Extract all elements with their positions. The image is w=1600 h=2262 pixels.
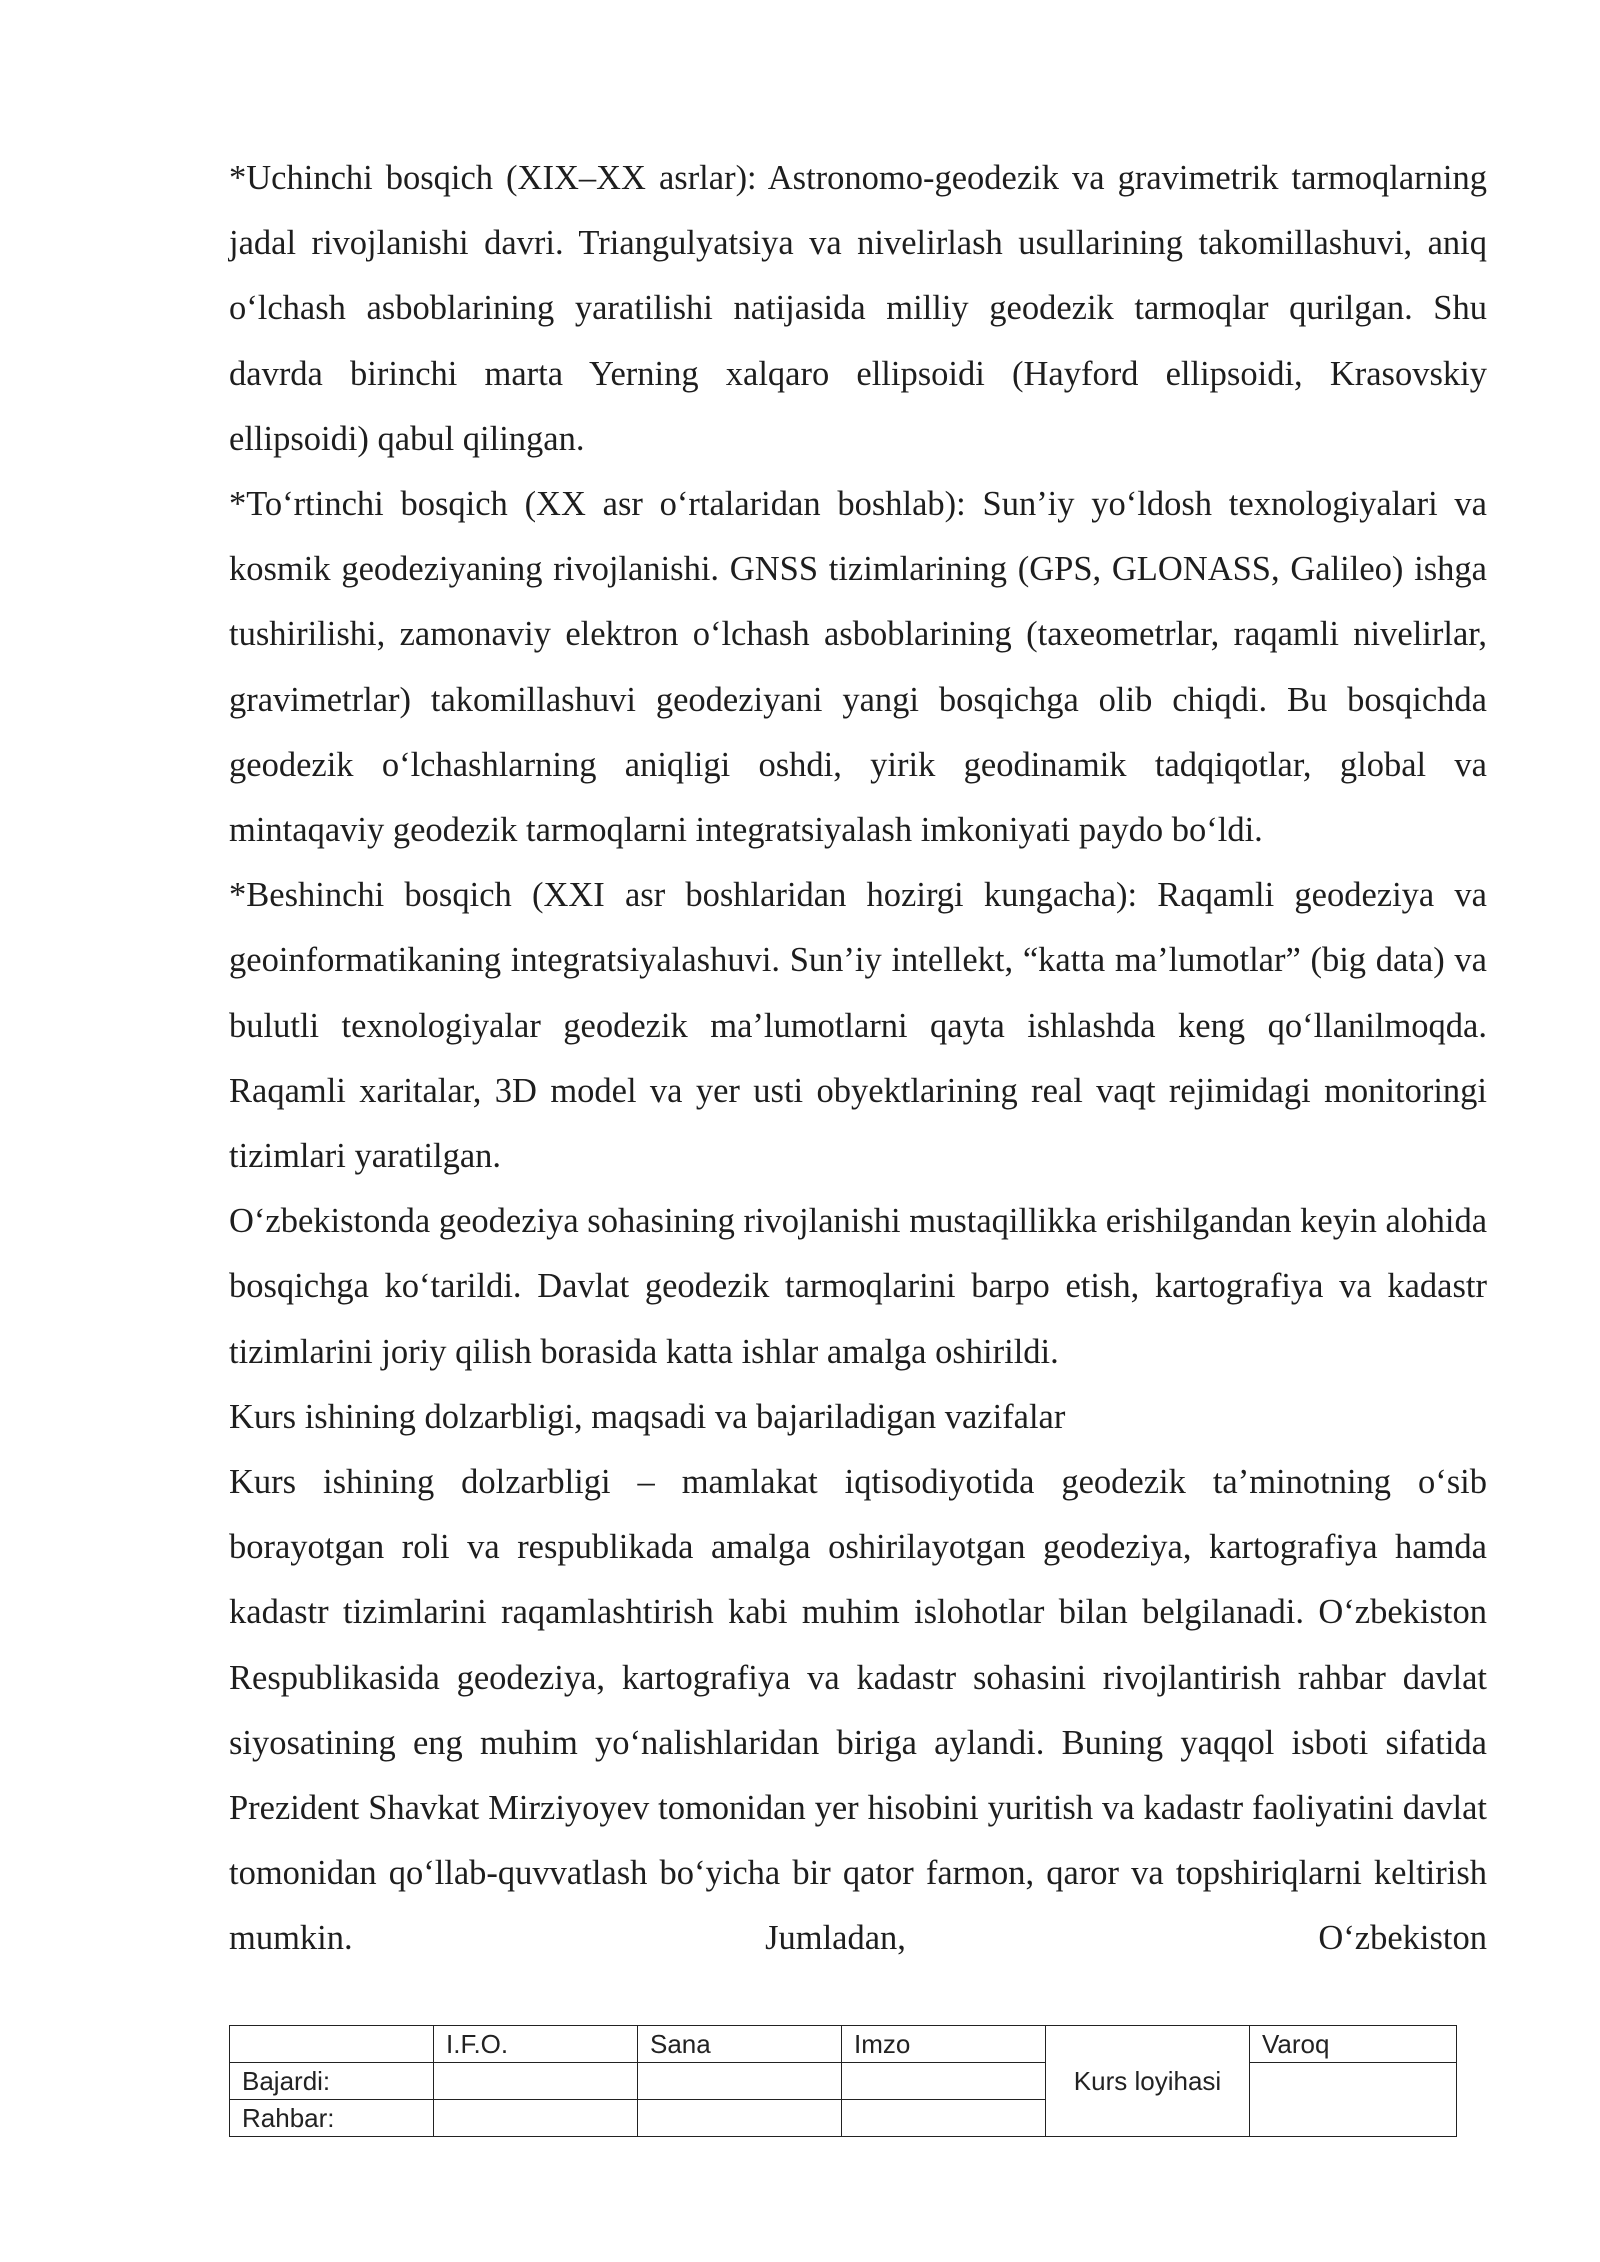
stamp-row-bajardi: Bajardi: <box>230 2063 434 2100</box>
stamp-cell <box>638 2063 842 2100</box>
paragraph-uzbekistan: Oʻzbekistonda geodeziya sohasining rivojlanishi mustaqillikka erishilgandan keyin alohida bosqichga koʻtarildi. Davlat geodezik tarmoqlarini barpo etish, kartografiya va kadastr tizimlarini joriy qilish borasida katta ishlar amalga oshirildi. <box>229 1202 1488 1371</box>
stamp-header-sana: Sana <box>638 2026 842 2063</box>
paragraph-stage-three: *Uchinchi bosqich (XIX–XX asrlar): Astronomo-geodezik va gravimetrik tarmoqlarning jadal rivojlanishi davri. Triangulyatsiya va nivelirlash usullarining takomillashuvi, aniq oʻlchash asboblarining yaratilishi natijasida milliy geodezik tarmoqlar qurilgan. Shu davrda birinchi marta Yerning xalqaro ellipsoidi (Hayford ellipsoidi, Krasovskiy ellipsoidi) qabul qilingan. <box>229 159 1487 458</box>
stamp-row-rahbar: Rahbar: <box>230 2100 434 2137</box>
stamp-cell <box>434 2063 638 2100</box>
body-text <box>229 146 1487 1972</box>
paragraph-stage-four: *Toʻrtinchi bosqich (XX asr oʻrtalaridan boshlab): Sun’iy yoʻldosh texnologiyalari va kosmik geodeziyaning rivojlanishi. GNSS tizimlarining (GPS, GLONASS, Galileo) ishga tushirilishi, zamonaviy elektron oʻlchash asboblarining (taxeometrlar, raqamli nivelirlar, gravimetrlar) takomillashuvi geodeziyani yangi bosqichga olib chiqdi. Bu bosqichda geodezik oʻlchashlarning aniqligi oshdi, yirik geodinamik tadqiqotlar, global va mintaqaviy geodezik tarmoqlarni integratsiyalash imkoniyati paydo boʻldi. <box>229 485 1487 850</box>
stamp-cell <box>434 2100 638 2137</box>
stamp-cell <box>842 2100 1046 2137</box>
stamp-header-ifo: I.F.O. <box>434 2026 638 2063</box>
stamp-title: Kurs loyihasi <box>1046 2026 1250 2137</box>
stamp-cell <box>842 2063 1046 2100</box>
stamp-header-varoq: Varoq <box>1250 2026 1457 2063</box>
paragraph-stage-five: *Beshinchi bosqich (XXI asr boshlaridan hozirgi kungacha): Raqamli geodeziya va geoinformatikaning integratsiyalashuvi. Sun’iy intellekt, “katta ma’lumotlar” (big data) va bulutli texnologiyalar geodezik ma’lumotlarni qayta ishlashda keng qoʻllanilmoqda. Raqamli xaritalar, 3D model va yer usti obyektlarining real vaqt rejimidagi monitoringi tizimlari yaratilgan. <box>229 876 1487 1176</box>
stamp-varoq-value <box>1250 2063 1457 2137</box>
stamp-header-imzo: Imzo <box>842 2026 1046 2063</box>
stamp-cell <box>638 2100 842 2137</box>
stamp-empty-cell <box>230 2026 434 2063</box>
section-heading: Kurs ishining dolzarbligi, maqsadi va bajariladigan vazifalar <box>229 1397 1066 1436</box>
paragraph-relevance: Kurs ishining dolzarbligi – mamlakat iqtisodiyotida geodezik ta’minotning oʻsib borayotgan roli va respublikada amalga oshirilayotgan geodeziya, kartografiya hamda kadastr tizimlarini raqamlashtirish kabi muhim islohotlar bilan belgilanadi. Oʻzbekiston Respublikasida geodeziya, kartografiya va kadastr sohasini rivojlantirish rahbar davlat siyosatining eng muhim yoʻnalishlaridan biriga aylandi. Buning yaqqol isboti sifatida Prezident Shavkat Mirziyoyev tomonidan yer hisobini yuritish va kadastr faoliyatini davlat tomonidan qoʻllab-quvvatlash boʻyicha bir qator farmon, qaror va topshiriqlarni keltirish mumkin. Jumladan, Oʻzbekiston <box>229 1463 1487 1958</box>
title-block-table <box>229 2025 1457 2137</box>
